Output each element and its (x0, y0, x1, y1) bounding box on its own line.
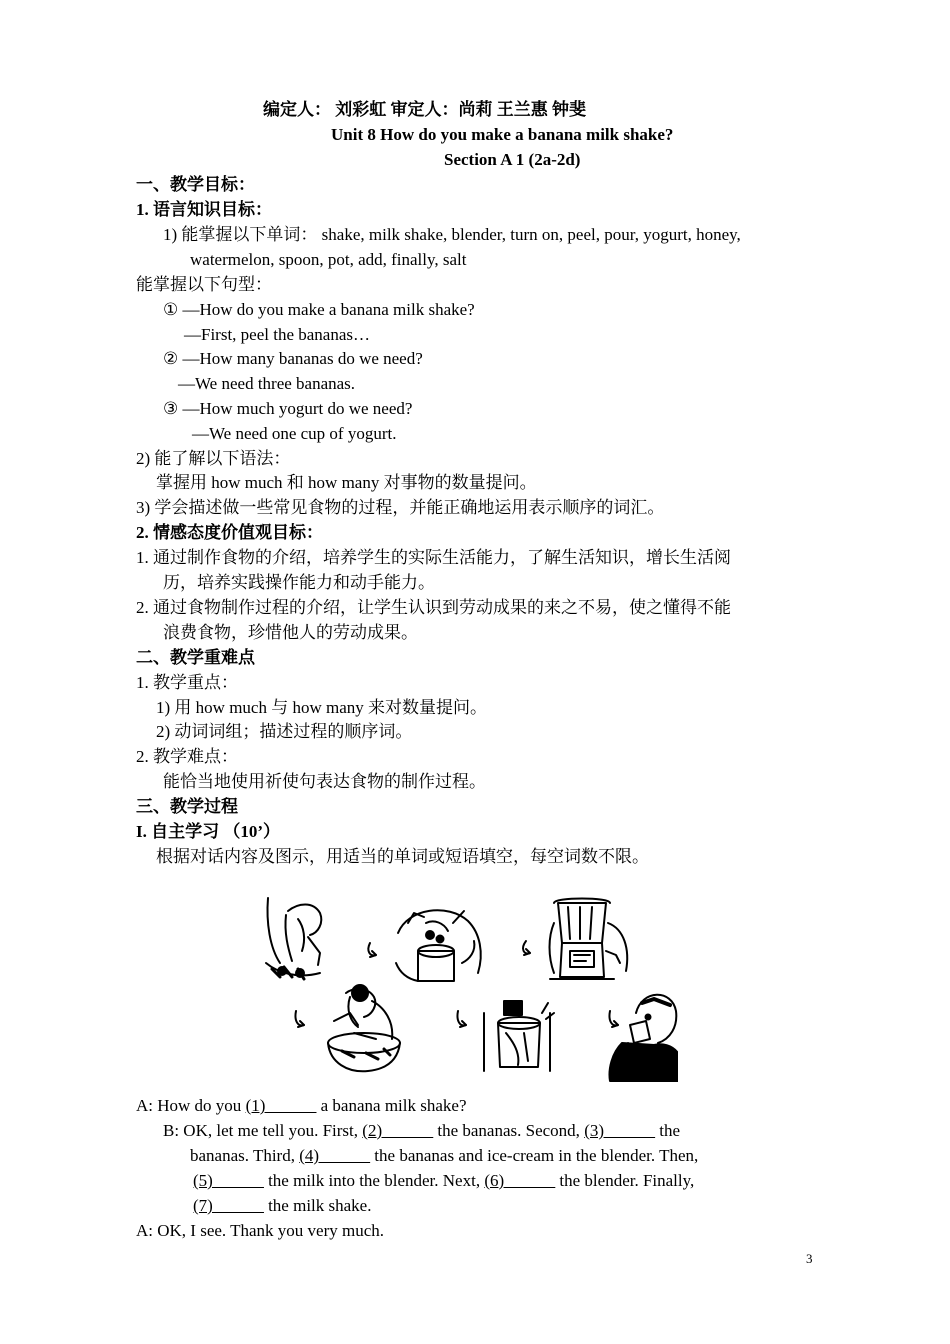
blank-3: (3)______ (584, 1121, 656, 1140)
document-title: Unit 8 How do you make a banana milk shake? (331, 125, 674, 144)
dialogue-line-1 (136, 1094, 467, 1118)
peel-bananas-icon (264, 898, 322, 983)
attitude-2-line-1: 2. 通过食物制作过程的介绍，让学生认识到劳动成果的来之不易，使之懂得不能 (136, 598, 731, 617)
section-title: Section A 1 (2a-2d) (444, 150, 581, 169)
dialogue-text: a banana milk shake? (316, 1096, 467, 1115)
attitude-2-line-2: 浪费食物，珍惜他人的劳动成果。 (163, 623, 418, 642)
pour-milk-icon (324, 985, 400, 1073)
difficulty-heading: 2. 教学难点： (136, 747, 238, 766)
drink-shake-icon (610, 995, 679, 1081)
vocab-line-1: 1) 能掌握以下单词： shake, milk shake, blender, turn on, peel, pour, yogurt, honey, (163, 225, 741, 244)
keypoints-heading: 二、教学重难点 (136, 648, 255, 667)
objective-item-3: 3) 学会描述做一些常见食物的过程，并能正确地运用表示顺序的词汇。 (136, 498, 665, 517)
dialogue-text: the bananas. Second, (433, 1121, 585, 1140)
attitude-1-line-2: 历，培养实践操作能力和动手能力。 (163, 573, 435, 592)
self-study-heading: I. 自主学习 （10’） (136, 822, 281, 841)
dialogue-line-4 (193, 1169, 694, 1193)
dialogue-text: B: OK, let me tell you. First, (163, 1121, 363, 1140)
sentence-2-question: ② —How many bananas do we need? (163, 349, 423, 368)
dialogue-text: the blender. Finally, (555, 1171, 695, 1190)
sentence-3-question: ③ —How much yogurt do we need? (163, 399, 413, 418)
blank-1: (1)______ (245, 1096, 317, 1115)
sentence-intro: 能掌握以下句型： (136, 275, 272, 294)
dialogue-line-5 (193, 1194, 371, 1218)
focus-heading: 1. 教学重点： (136, 673, 238, 692)
blender-icon (550, 899, 628, 980)
sentence-1-question: ① —How do you make a banana milk shake? (163, 300, 475, 319)
exercise-instruction: 根据对话内容及图示，用适当的单词或短语填空，每空词数不限。 (156, 847, 649, 866)
sentence-1-answer: —First, peel the bananas… (184, 325, 371, 344)
attitude-heading: 2. 情感态度价值观目标： (136, 523, 323, 542)
dialogue-text: the (655, 1121, 681, 1140)
page-number: 3 (806, 1251, 813, 1266)
sentence-2-answer: —We need three bananas. (178, 374, 356, 393)
focus-item-2: 2) 动词词组；描述过程的顺序词。 (156, 722, 413, 741)
editors-line: 编定人： 刘彩虹 审定人：尚莉 王兰惠 钟斐 (263, 100, 586, 119)
milkshake-steps-illustration (258, 893, 678, 1083)
process-heading: 三、教学过程 (136, 797, 238, 816)
knowledge-heading: 1. 语言知识目标： (136, 200, 272, 219)
dialogue-text: A: How do you (136, 1096, 246, 1115)
dialogue-text: the milk shake. (263, 1196, 372, 1215)
blank-4: (4)______ (299, 1146, 371, 1165)
blank-5: (5)______ (193, 1171, 264, 1190)
blank-7: (7)______ (193, 1196, 264, 1215)
objectives-heading: 一、教学目标： (136, 175, 255, 194)
cut-bananas-icon (396, 910, 481, 981)
dialogue-text: the bananas and ice-cream in the blender. Then, (370, 1146, 699, 1165)
sentence-3-answer: —We need one cup of yogurt. (192, 424, 397, 443)
vocab-line-2: watermelon, spoon, pot, add, finally, salt (190, 250, 467, 269)
blank-6: (6)______ (484, 1171, 556, 1190)
dialogue-line-2 (163, 1119, 680, 1143)
dialogue-text: bananas. Third, (190, 1146, 300, 1165)
dialogue-line-6: A: OK, I see. Thank you very much. (136, 1221, 385, 1240)
grammar-detail: 掌握用 how much 和 how many 对事物的数量提问。 (156, 473, 537, 492)
dialogue-text: the milk into the blender. Next, (263, 1171, 485, 1190)
focus-item-1: 1) 用 how much 与 how many 来对数量提问。 (156, 698, 488, 717)
difficulty-item-1: 能恰当地使用祈使句表达食物的制作过程。 (163, 772, 486, 791)
turn-on-blender-icon (484, 1001, 554, 1071)
dialogue-line-3 (190, 1144, 698, 1168)
attitude-1-line-1: 1. 通过制作食物的介绍，培养学生的实际生活能力，了解生活知识，增长生活阅 (136, 548, 731, 567)
blank-2: (2)______ (362, 1121, 434, 1140)
grammar-heading: 2) 能了解以下语法： (136, 449, 291, 468)
